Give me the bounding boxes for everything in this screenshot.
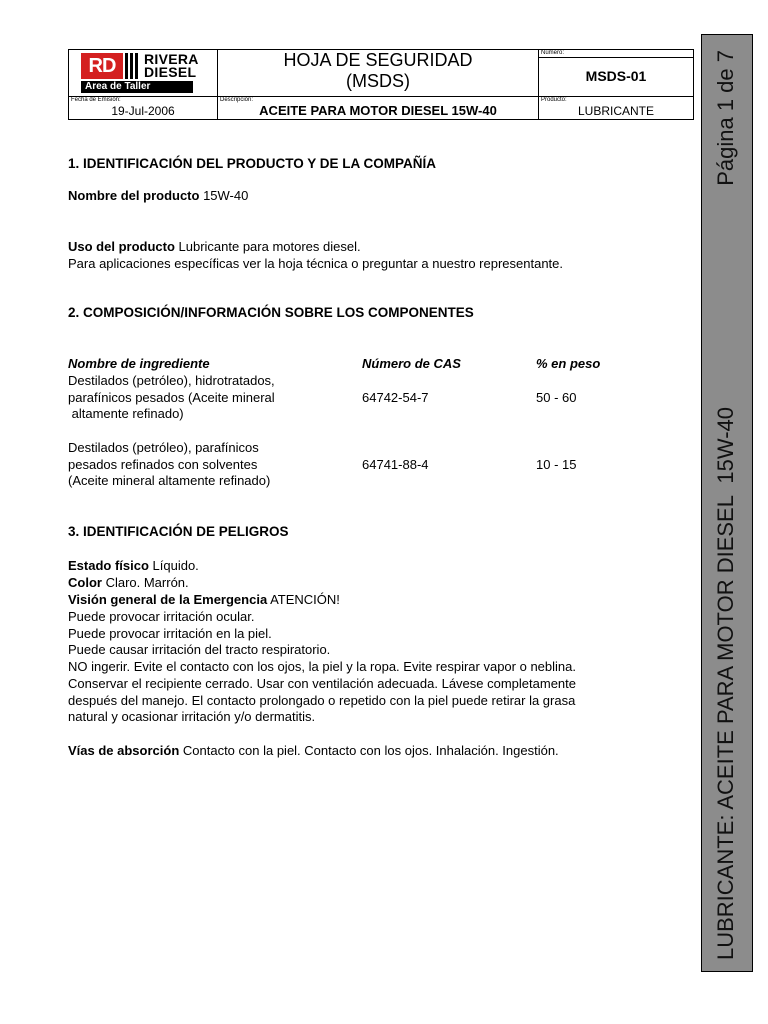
hazard-line: después del manejo. El contacto prolongado o repetido con la piel puede retirar la grasa — [68, 693, 576, 708]
document-number-cell — [539, 50, 694, 97]
ingredient-row-1-cas: 64742-54-7 — [362, 390, 429, 405]
section1-heading: 1. IDENTIFICACIÓN DEL PRODUCTO Y DE LA COMPAÑÍA — [68, 156, 437, 171]
side-banner-title: LUBRICANTE: ACEITE PARA MOTOR DIESEL 15W-40 — [713, 406, 738, 960]
document-number: MSDS-01 — [585, 68, 647, 84]
hazard-line: Puede provocar irritación en la piel. — [68, 626, 272, 641]
hazard-line: Puede provocar irritación ocular. — [68, 609, 255, 624]
hazard-line: Conservar el recipiente cerrado. Usar con ventilación adecuada. Lávese completamente — [68, 676, 577, 691]
number-label: Número: — [539, 50, 693, 58]
hazard-line: natural y ocasionar irritación y/o dermatitis. — [68, 709, 316, 724]
date-cell — [69, 97, 218, 120]
ingredient-row-1-percent: 50 - 60 — [536, 390, 577, 405]
section3-heading: 3. IDENTIFICACIÓN DE PELIGROS — [68, 524, 289, 539]
product-label: Producto: — [541, 97, 567, 103]
product-value: LUBRICANTE — [577, 104, 654, 118]
document-header — [68, 49, 693, 121]
col-ingredient-header: Nombre de ingrediente — [68, 356, 210, 371]
section2-heading: 2. COMPOSICIÓN/INFORMACIÓN SOBRE LOS COMPONENTES — [68, 305, 474, 320]
product-name: Nombre del producto 15W-40 — [68, 188, 249, 203]
product-use: Uso del producto Lubricante para motores diesel. — [68, 239, 361, 254]
col-percent-header: % en peso — [536, 356, 601, 371]
hazard-line: NO ingerir. Evite el contacto con los ojos, la piel y la ropa. Evite respirar vapor o neblina. — [68, 659, 576, 674]
description-cell — [218, 97, 539, 120]
emergency-overview: Visión general de la Emergencia ATENCIÓN! — [68, 592, 340, 607]
issue-date: 19-Jul-2006 — [111, 104, 175, 118]
logo-area: Area de Taller — [81, 81, 193, 93]
logo-cell — [69, 50, 218, 97]
document-title: HOJA DE SEGURIDAD (MSDS) — [218, 50, 539, 97]
ingredient-row-2-percent: 10 - 15 — [536, 457, 577, 472]
company-logo — [81, 53, 215, 93]
absorption-routes: Vías de absorción Contacto con la piel. Contacto con los ojos. Inhalación. Ingestión. — [68, 743, 559, 758]
color: Color Claro. Marrón. — [68, 575, 189, 590]
hazard-line: Puede causar irritación del tracto respiratorio. — [68, 642, 331, 657]
description-value: ACEITE PARA MOTOR DIESEL 15W-40 — [259, 103, 497, 118]
product-cell — [539, 97, 694, 120]
side-banner — [701, 34, 753, 972]
ingredient-row-2-name: Destilados (petróleo), parafínicos pesados refinados con solventes (Aceite mineral altamente refinado) — [68, 440, 271, 488]
logo-rd-mark: RD — [81, 53, 123, 79]
date-label: Fecha de Emisión: — [71, 97, 121, 103]
physical-state: Estado físico Líquido. — [68, 558, 199, 573]
side-banner-page: Página 1 de 7 — [713, 50, 738, 186]
ingredient-row-2-cas: 64741-88-4 — [362, 457, 429, 472]
product-use-note: Para aplicaciones específicas ver la hoja técnica o preguntar a nuestro representante. — [68, 256, 564, 271]
description-label: Descripción: — [220, 97, 254, 103]
ingredient-row-1-name: Destilados (petróleo), hidrotratados, parafínicos pesados (Aceite mineral altamente refinado) — [68, 373, 275, 421]
logo-bars — [125, 53, 141, 79]
col-cas-header: Número de CAS — [362, 356, 461, 371]
logo-text: RIVERA DIESEL — [144, 51, 199, 80]
